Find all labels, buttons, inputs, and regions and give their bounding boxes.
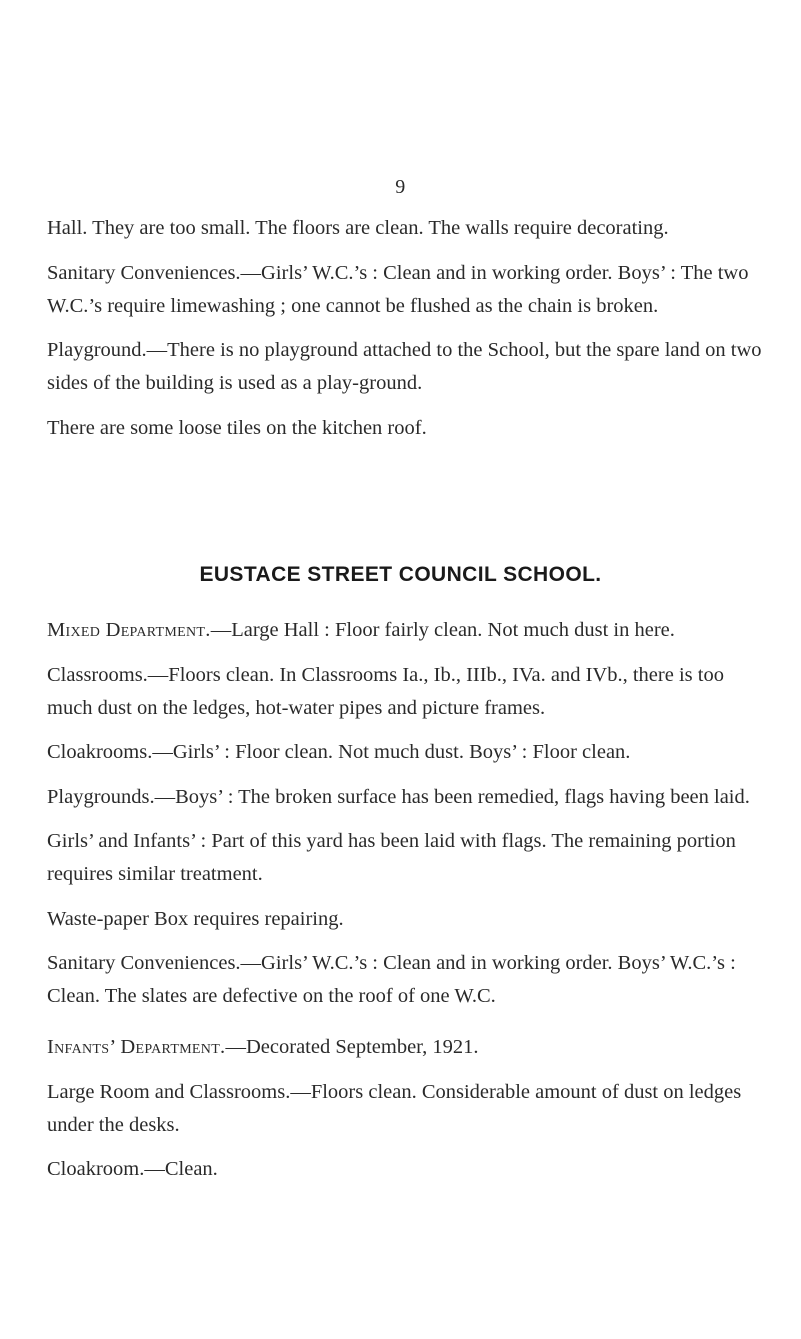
mixed-department-text: —Large Hall : Floor fairly clean. Not much dust in here. [210, 619, 675, 641]
paragraph-girls-infants-yard: Girls’ and Infants’ : Part of this yard has been laid with flags. The remaining portion requires similar treatment. [47, 830, 736, 885]
paragraph-kitchen-roof: There are some loose tiles on the kitchen roof. [47, 416, 427, 439]
paragraph-classrooms: Classrooms.—Floors clean. In Classrooms Ia., Ib., IIIb., IVa. and IVb., there is too much dust on the ledges, hot-water pipes and picture frames. [47, 663, 724, 719]
paragraph-playgrounds: Playgrounds.—Boys’ : The broken surface has been remedied, flags having been laid. [47, 785, 750, 808]
infants-department-label: Infants’ Department. [47, 1036, 226, 1058]
section-two [47, 614, 763, 1198]
paragraph-sanitary-conveniences-2: Sanitary Conveniences.—Girls’ W.C.’s : Clean and in working order. Boys’ W.C.’s : Clean. The slates are defective on the roof of one W.C. [47, 952, 736, 1007]
paragraph-playground: Playground.—There is no playground attached to the School, but the spare land on two sides of the building is used as a play-ground. [47, 339, 762, 394]
paragraph-waste-paper-box: Waste-paper Box requires repairing. [47, 907, 344, 930]
paragraph-cloakrooms: Cloakrooms.—Girls’ : Floor clean. Not much dust. Boys’ : Floor clean. [47, 741, 631, 763]
mixed-department-label: Mixed Department. [47, 619, 211, 641]
page-number: 9 [395, 176, 406, 198]
school-heading: EUSTACE STREET COUNCIL SCHOOL. [199, 563, 602, 586]
paragraph-large-room: Large Room and Classrooms.—Floors clean. Considerable amount of dust on ledges under the desks. [47, 1080, 742, 1136]
section-one [47, 212, 763, 456]
paragraph-sanitary-conveniences: Sanitary Conveniences.—Girls’ W.C.’s : Clean and in working order. Boys’ : The two W.C.’s require limewashing ; one cannot be flushed as the chain is broken. [47, 261, 749, 317]
paragraph-mixed-department [47, 614, 763, 647]
paragraph-infants-department [47, 1031, 763, 1064]
paragraph-cloakroom: Cloakroom.—Clean. [47, 1158, 218, 1180]
infants-department-text: —Decorated September, 1921. [225, 1036, 479, 1058]
paragraph-hall: Hall. They are too small. The floors are clean. The walls require decorating. [47, 217, 669, 239]
